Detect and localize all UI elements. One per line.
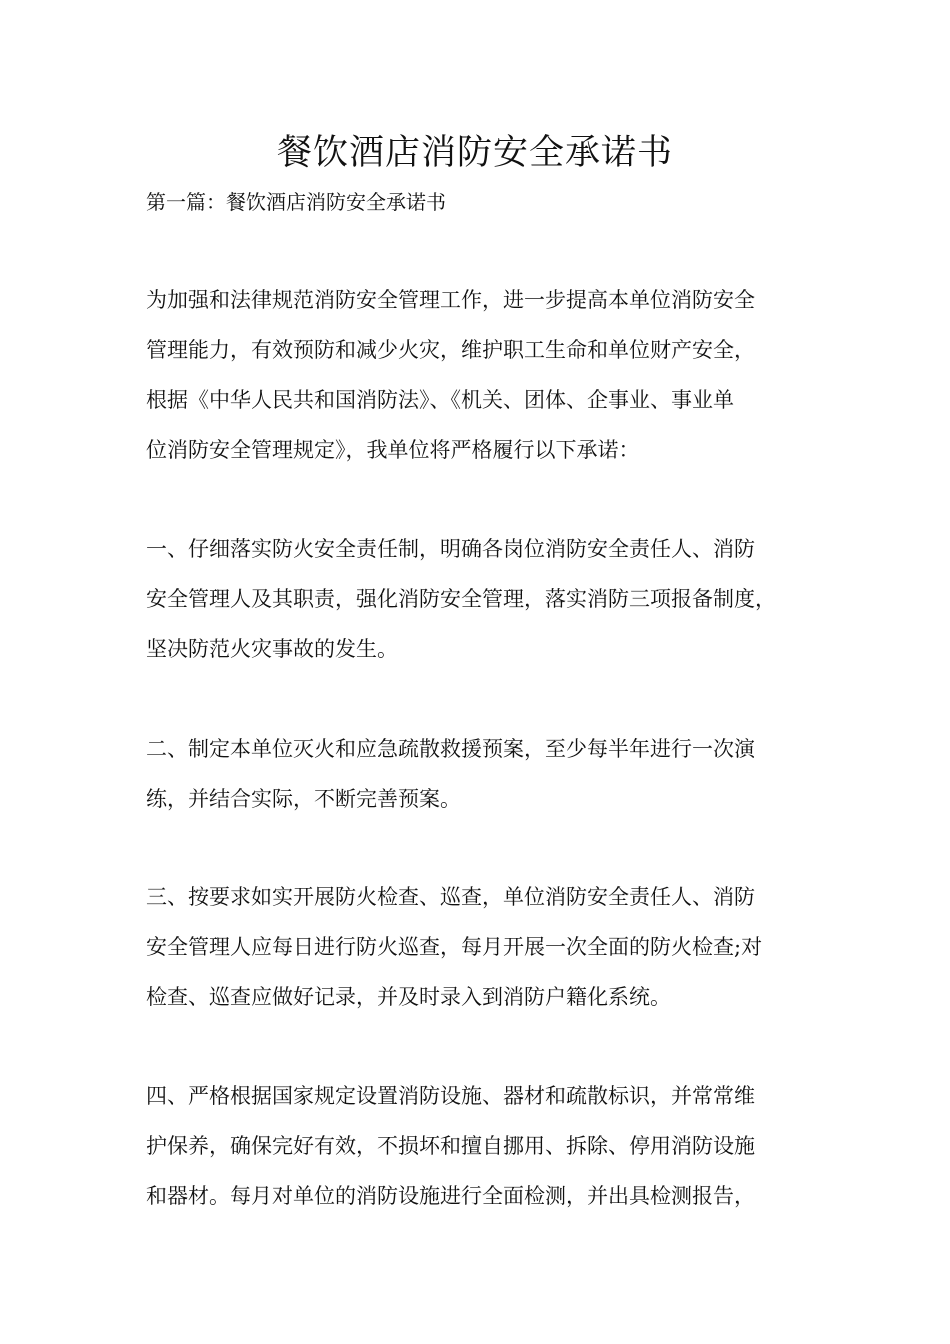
paragraph-line: 坚决防范火灾事故的发生。 [146, 637, 398, 661]
paragraph-line: 和器材。每月对单位的消防设施进行全面检测，并出具检测报告， [146, 1184, 755, 1208]
paragraph-line: 二、制定本单位灭火和应急疏散救援预案，至少每半年进行一次演 [146, 737, 755, 761]
paragraph-item-2 [146, 724, 836, 824]
paragraph-line: 练，并结合实际，不断完善预案。 [146, 787, 461, 811]
document-title: 餐饮酒店消防安全承诺书 [276, 133, 673, 173]
paragraph-item-3 [146, 872, 836, 1022]
paragraph-line: 一、仔细落实防火安全责任制，明确各岗位消防安全责任人、消防 [146, 537, 755, 561]
paragraph-line: 为加强和法律规范消防安全管理工作，进一步提高本单位消防安全 [146, 288, 755, 312]
paragraph-line: 四、严格根据国家规定设置消防设施、器材和疏散标识，并常常维 [146, 1084, 755, 1108]
paragraph-preamble [146, 275, 836, 475]
paragraph-item-4 [146, 1071, 836, 1221]
paragraph-line: 护保养，确保完好有效，不损坏和擅自挪用、拆除、停用消防设施 [146, 1134, 755, 1158]
paragraph-item-1 [146, 524, 836, 674]
paragraph-line: 管理能力，有效预防和减少火灾，维护职工生命和单位财产安全， [146, 338, 755, 362]
document-subtitle: 第一篇：餐饮酒店消防安全承诺书 [146, 190, 446, 214]
paragraph-line: 安全管理人应每日进行防火巡查，每月开展一次全面的防火检查;对 [146, 935, 763, 959]
paragraph-line: 根据《中华人民共和国消防法》、《机关、团体、企事业、事业单 [146, 388, 734, 412]
paragraph-line: 安全管理人及其职责，强化消防安全管理，落实消防三项报备制度， [146, 587, 776, 611]
paragraph-line: 位消防安全管理规定》，我单位将严格履行以下承诺： [146, 438, 640, 462]
paragraph-line: 检查、巡查应做好记录，并及时录入到消防户籍化系统。 [146, 985, 671, 1009]
paragraph-line: 三、按要求如实开展防火检查、巡查，单位消防安全责任人、消防 [146, 885, 755, 909]
